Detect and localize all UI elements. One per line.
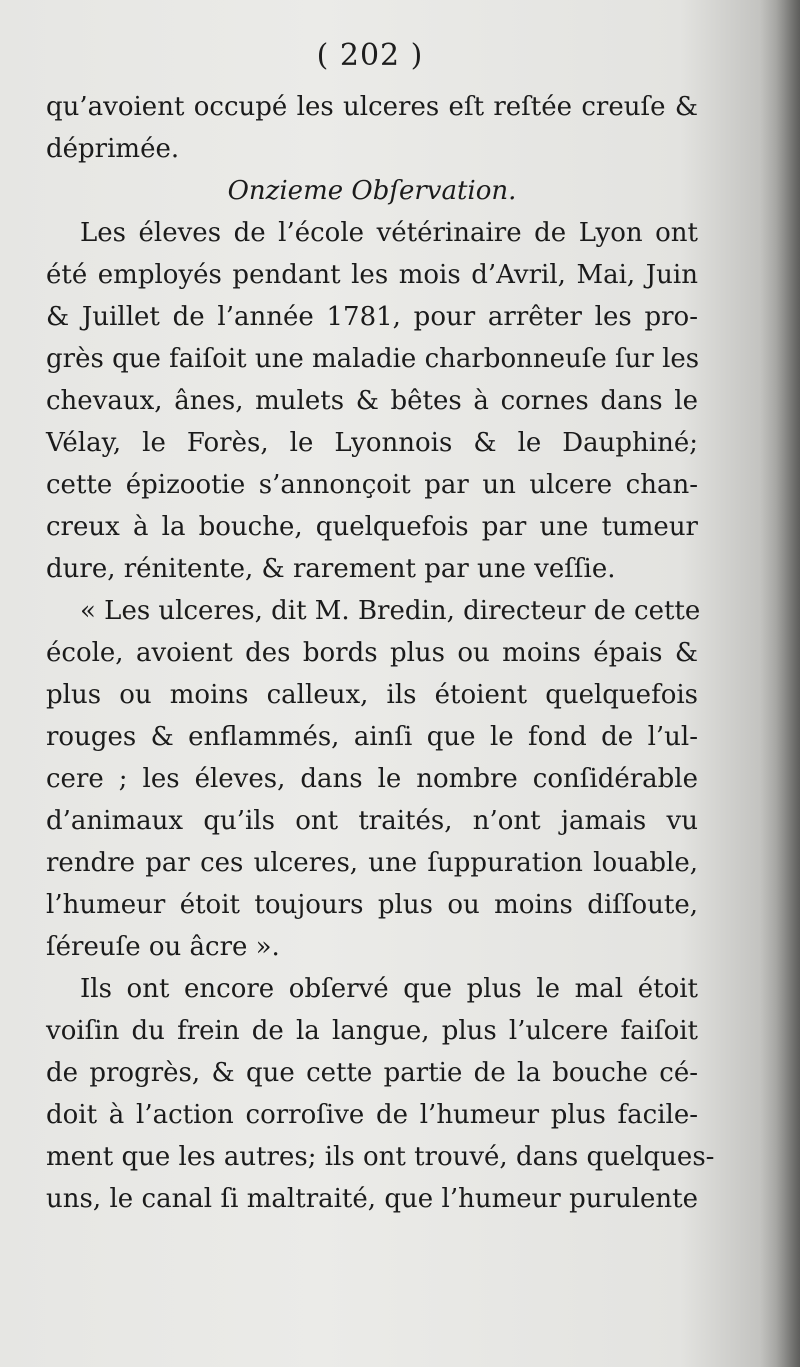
text-line: « Les ulceres, dit M. Bredin, directeur de cette [80,596,701,626]
body-text [46,86,715,1220]
text-line: plus ou moins calleux, ils étoient quelquefois [46,680,698,710]
text-line: déprimée. [46,134,180,164]
page-gutter-shadow [760,0,800,1367]
text-line: dure, rénitente, & rarement par une veſſie. [46,554,616,584]
text-line: creux à la bouche, quelquefois par une tumeur [46,512,698,542]
text-line: d’animaux qu’ils ont traités, n’ont jamais vu [46,806,698,836]
text-line: Vélay, le Forès, le Lyonnois & le Dauphiné; [46,428,698,458]
text-line: l’humeur étoit toujours plus ou moins diſſoute, [46,890,698,920]
text-line: cere ; les éleves, dans le nombre conſidérable [46,764,698,794]
text-line: grès que faiſoit une maladie charbonneuſe ſur les [46,344,700,374]
text-line: rouges & enflammés, ainſi que le fond de l’ul- [46,722,698,752]
text-line: été employés pendant les mois d’Avril, Mai, Juin [46,260,698,290]
text-line: rendre par ces ulceres, une ſuppuration louable, [46,848,698,878]
text-line: ſéreuſe ou âcre ». [46,932,280,962]
text-line: voiſin du frein de la langue, plus l’ulcere faiſoit [46,1016,698,1046]
text-line: qu’avoient occupé les ulceres eſt reſtée creuſe & [46,92,698,122]
text-line: & Juillet de l’année 1781, pour arrêter les pro- [46,302,698,332]
page-number: ( 202 ) [316,38,424,73]
section-heading: Onzieme Obſervation. [227,176,517,206]
text-line: de progrès, & que cette partie de la bouche cé- [46,1058,698,1088]
text-line: uns, le canal ſi maltraité, que l’humeur purulente [46,1184,698,1214]
text-line: doit à l’action corroſive de l’humeur plus facile- [46,1100,698,1130]
text-line: école, avoient des bords plus ou moins épais & [46,638,698,668]
text-line: Les éleves de l’école vétérinaire de Lyon ont [80,218,698,248]
text-line: cette épizootie s’annonçoit par un ulcere chan- [46,470,698,500]
text-line: ment que les autres; ils ont trouvé, dans quelques- [46,1142,715,1172]
text-line: chevaux, ânes, mulets & bêtes à cornes dans le [46,386,698,416]
text-line: Ils ont encore obſervé que plus le mal étoit [80,974,698,1004]
